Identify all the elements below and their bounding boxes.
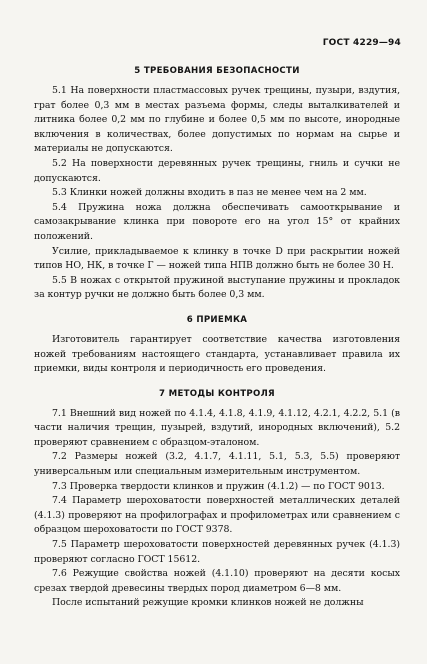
paragraph-5-4: 5.4 Пружина ножа должна обеспечивать самооткрывание и самозакрывание клинка при повороте его на угол 15° от крайних положений. bbox=[34, 201, 400, 242]
document-body bbox=[34, 64, 400, 611]
paragraph-6: Изготовитель гарантирует соответствие качества изготовления ножей требованиям настоящего стандарта, устанавливает правила их приемки, виды контроля и периодичность его проведения. bbox=[34, 333, 400, 375]
paragraph-5-4-force: Усилие, прикладываемое к клинку в точке D при раскрытии ножей типов НО, НК, в точке Г — ножей типа НПВ должно быть не более 30 Н. bbox=[34, 245, 400, 272]
section-acceptance bbox=[34, 313, 400, 377]
paragraph-5-1: 5.1 На поверхности пластмассовых ручек трещины, пузыри, вздутия, грат более 0,3 мм в местах разъема формы, следы выталкивателей и литника более 0,2 мм по глубине и более 0,5 мм по высоте, инородные включения в количествах, более допустимых по нормам на сырье и материалы не допускаются. bbox=[34, 85, 400, 155]
paragraph-7-5: 7.5 Параметр шероховатости поверхностей деревянных ручек (4.1.3) проверяют согласно ГОСТ 15612. bbox=[34, 539, 400, 565]
section-title: 5 ТРЕБОВАНИЯ БЕЗОПАСНОСТИ bbox=[134, 66, 300, 76]
paragraph-7-1: 7.1 Внешний вид ножей по 4.1.4, 4.1.8, 4.1.9, 4.1.12, 4.2.1, 4.2.2, 5.1 (в части наличия трещин, пузырей, вздутий, инородных включений), 5.2 проверяют сравнением с образцом-эталоном. bbox=[34, 407, 400, 448]
paragraph-7-6-after-tests: После испытаний режущие кромки клинков ножей не должны bbox=[52, 597, 364, 609]
section-title: 7 МЕТОДЫ КОНТРОЛЯ bbox=[159, 388, 275, 399]
paragraph-7-2: 7.2 Размеры ножей (3.2, 4.1.7, 4.1.11, 5.1, 5.3, 5.5) проверяют универсальным или специальным измерительным инструментом. bbox=[34, 451, 400, 478]
paragraph-5-5: 5.5 В ножах с открытой пружиной выступание пружины и прокладок за контур ручки не должно быть более 0,3 мм. bbox=[34, 274, 400, 301]
paragraph-5-2: 5.2 На поверхности деревянных ручек трещины, гниль и сучки не допускаются. bbox=[34, 157, 400, 184]
page-header-standard: ГОСТ 4229—94 bbox=[322, 38, 401, 48]
paragraph-7-6: 7.6 Режущие свойства ножей (4.1.10) проверяют на десяти косых срезах твердой древесины твердых пород диаметром 6—8 мм. bbox=[34, 568, 400, 594]
paragraph-5-3: 5.3 Клинки ножей должны входить в паз не менее чем на 2 мм. bbox=[52, 187, 367, 199]
section-safety-requirements bbox=[34, 64, 400, 303]
section-title: 6 ПРИЕМКА bbox=[186, 314, 248, 325]
paragraph-7-4: 7.4 Параметр шероховатости поверхностей металлических деталей (4.1.3) проверяют на профилографах и профилометрах или сравнением с образцом шероховатости по ГОСТ 9378. bbox=[34, 495, 400, 536]
paragraph-7-3: 7.3 Проверка твердости клинков и пружин (4.1.2) — по ГОСТ 9013. bbox=[52, 480, 385, 492]
section-test-methods bbox=[34, 387, 400, 611]
